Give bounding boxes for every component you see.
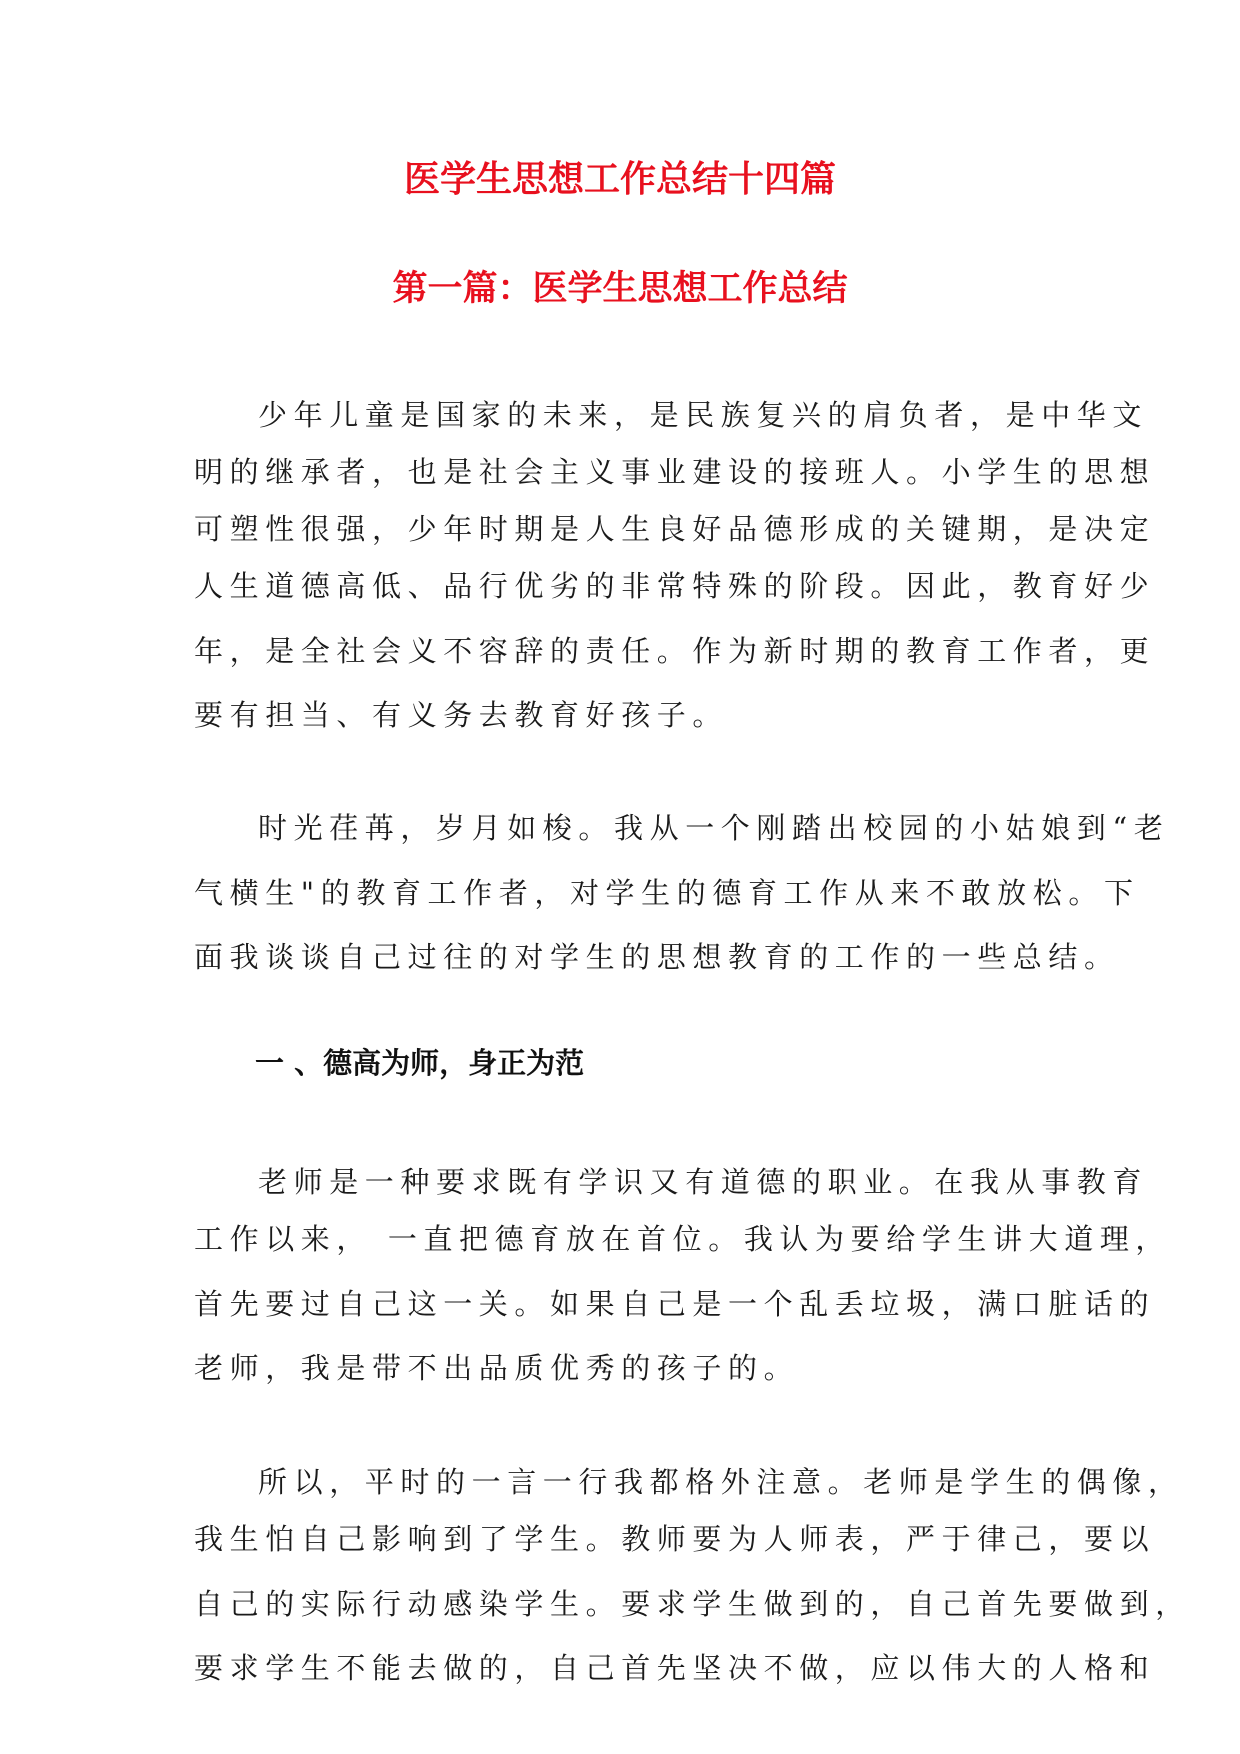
- paragraph-line: 我生怕自己影响到了学生。教师要为人师表，严于律己，要以: [194, 1522, 1156, 1556]
- paragraph-line: 老师是一种要求既有学识又有道德的职业。在我从事教育: [258, 1165, 1149, 1199]
- paragraph-line: 时光荏苒，岁月如梭。我从一个刚踏出校园的小姑娘到“老: [258, 811, 1170, 845]
- paragraph-line: 年，是全社会义不容辞的责任。作为新时期的教育工作者，更: [194, 634, 1156, 668]
- paragraph-line: 要有担当、有义务去教育好孩子。: [194, 698, 729, 732]
- paragraph-1: [194, 387, 1156, 744]
- paragraph-line: 少年儿童是国家的未来，是民族复兴的肩负者，是中华文: [258, 398, 1149, 432]
- paragraph-line: 明的继承者，也是社会主义事业建设的接班人。小学生的思想: [194, 455, 1156, 489]
- paragraph-line: 所以，平时的一言一行我都格外注意。老师是学生的偶像，: [258, 1465, 1184, 1499]
- document-subtitle: 第一篇：医学生思想工作总结: [392, 269, 848, 309]
- paragraph-2: [194, 800, 1170, 986]
- document-title: 医学生思想工作总结十四篇: [403, 159, 836, 200]
- paragraph-line: 自己的实际行动感染学生。要求学生做到的，自己首先要做到，: [194, 1587, 1191, 1621]
- paragraph-line: 首先要过自己这一关。如果自己是一个乱丢垃圾，满口脏话的: [194, 1287, 1156, 1321]
- paragraph-line: 人生道德高低、品行优劣的非常特殊的阶段。因此，教育好少: [194, 569, 1156, 603]
- paragraph-3: [194, 1154, 1172, 1397]
- paragraph-line: 要求学生不能去做的，自己首先坚决不做，应以伟大的人格和: [194, 1651, 1156, 1685]
- paragraph-line: 工作以来， 一直把德育放在首位。我认为要给学生讲大道理，: [194, 1222, 1172, 1256]
- section-heading: 一 、德高为师，身正为范: [255, 1046, 585, 1080]
- paragraph-line: 气横生"的教育工作者，对学生的德育工作从来不敢放松。下: [194, 876, 1140, 910]
- paragraph-line: 老师，我是带不出品质优秀的孩子的。: [194, 1351, 800, 1385]
- paragraph-line: 可塑性很强，少年时期是人生良好品德形成的关键期，是决定: [194, 512, 1156, 546]
- paragraph-4: [194, 1454, 1191, 1697]
- paragraph-line: 面我谈谈自己过往的对学生的思想教育的工作的一些总结。: [194, 940, 1120, 974]
